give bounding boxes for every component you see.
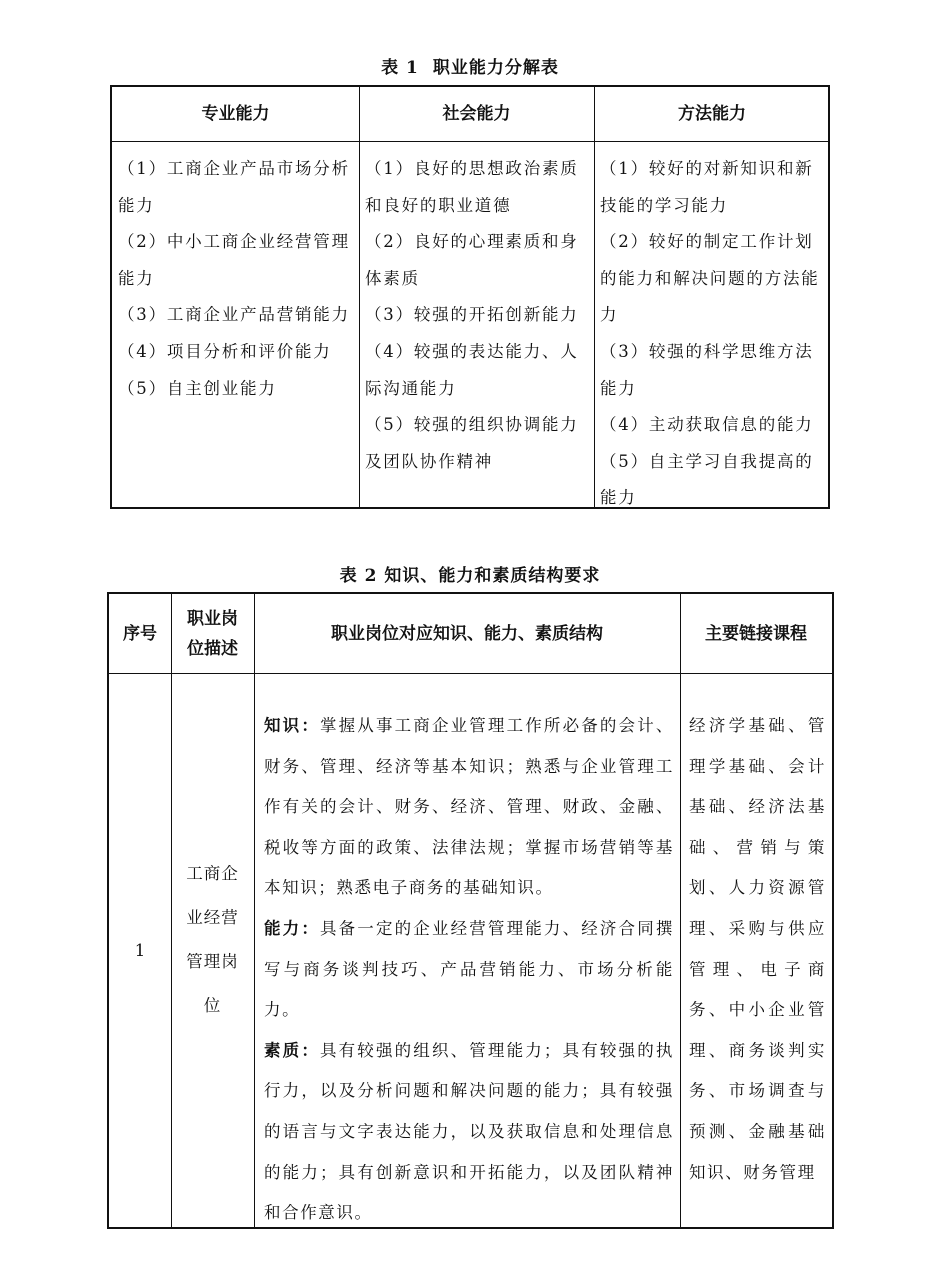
list-item: （4）较强的表达能力、人际沟通能力 bbox=[365, 341, 579, 398]
table2-column-divider bbox=[680, 594, 681, 1227]
table1-caption-title: 职业能力分解表 bbox=[432, 58, 559, 78]
list-item: （4）项目分析和评价能力 bbox=[118, 341, 332, 361]
list-item: （1）较好的对新知识和新技能的学习能力 bbox=[600, 159, 814, 215]
list-item: （4）主动获取信息的能力 bbox=[600, 415, 814, 435]
list-item: （5）较强的组织协调能力及团队协作精神 bbox=[365, 415, 579, 471]
ability-text: 具备一定的企业经营管理能力、经济合同撰写与商务谈判技巧、产品营销能力、市场分析能力。 bbox=[264, 918, 674, 1020]
header-main-courses: 主要链接课程 bbox=[705, 624, 807, 644]
professional-ability-list bbox=[118, 151, 354, 407]
ability-label: 能力： bbox=[264, 918, 320, 938]
list-item: （2）较好的制定工作计划的能力和解决问题的方法能力 bbox=[600, 232, 820, 325]
list-item: （2）良好的心理素质和身体素质 bbox=[365, 232, 579, 288]
social-ability-list bbox=[365, 151, 591, 480]
header-sequence-number: 序号 bbox=[123, 624, 157, 644]
knowledge-ability-quality-table bbox=[107, 592, 834, 1229]
quality-label: 素质： bbox=[264, 1040, 320, 1060]
header-professional-ability: 专业能力 bbox=[201, 104, 270, 124]
knowledge-text: 掌握从事工商企业管理工作所必备的会计、财务、管理、经济等基本知识；熟悉与企业管理工作有关的会计、财务、经济、管理、财政、金融、税收等方面的政策、法律法规；掌握市场营销等基本知识；熟悉电子商务的基础知识。 bbox=[264, 716, 674, 898]
list-item: （2）中小工商企业经营管理能力 bbox=[118, 232, 350, 288]
header-position-description: 职业岗位描述 bbox=[187, 609, 238, 659]
table2-caption: 表 2 知识、能力和素质结构要求 bbox=[339, 566, 601, 586]
list-item: （1）工商企业产品市场分析能力 bbox=[118, 159, 350, 215]
header-structure: 职业岗位对应知识、能力、素质结构 bbox=[331, 624, 603, 644]
row-number: 1 bbox=[134, 941, 146, 960]
list-item: （1）良好的思想政治素质和良好的职业道德 bbox=[365, 159, 579, 215]
header-method-ability: 方法能力 bbox=[678, 104, 746, 124]
method-ability-list bbox=[600, 151, 826, 517]
main-courses-list: 经济学基础、管理学基础、会计基础、经济法基础、营销与策划、人力资源管理、采购与供应管理、电子商务、中小企业管理、商务谈判实务、市场调查与预测、金融基础知识、财务管理 bbox=[689, 716, 826, 1182]
table1-column-divider bbox=[594, 87, 595, 507]
table1-column-divider bbox=[359, 87, 360, 507]
list-item: （3）较强的开拓创新能力 bbox=[365, 305, 579, 325]
table2-column-divider bbox=[254, 594, 255, 1227]
list-item: （3）较强的科学思维方法能力 bbox=[600, 341, 814, 398]
quality-text: 具有较强的组织、管理能力；具有较强的执行力，以及分析问题和解决问题的能力；具有较强的语言与文字表达能力，以及获取信息和处理信息的能力；具有创新意识和开拓能力，以及团队精神和合作意识。 bbox=[264, 1040, 674, 1223]
table1-caption bbox=[0, 53, 940, 78]
position-description: 工商企业经营管理岗位 bbox=[186, 864, 239, 1015]
list-item: （5）自主创业能力 bbox=[118, 378, 277, 398]
header-social-ability: 社会能力 bbox=[442, 104, 511, 124]
structure-description bbox=[264, 706, 674, 1234]
knowledge-label: 知识： bbox=[264, 716, 320, 735]
list-item: （3）工商企业产品营销能力 bbox=[118, 305, 350, 325]
list-item: （5）自主学习自我提高的能力 bbox=[600, 451, 814, 508]
ability-breakdown-table bbox=[110, 85, 830, 509]
table1-caption-number: 表 1 bbox=[381, 58, 419, 78]
